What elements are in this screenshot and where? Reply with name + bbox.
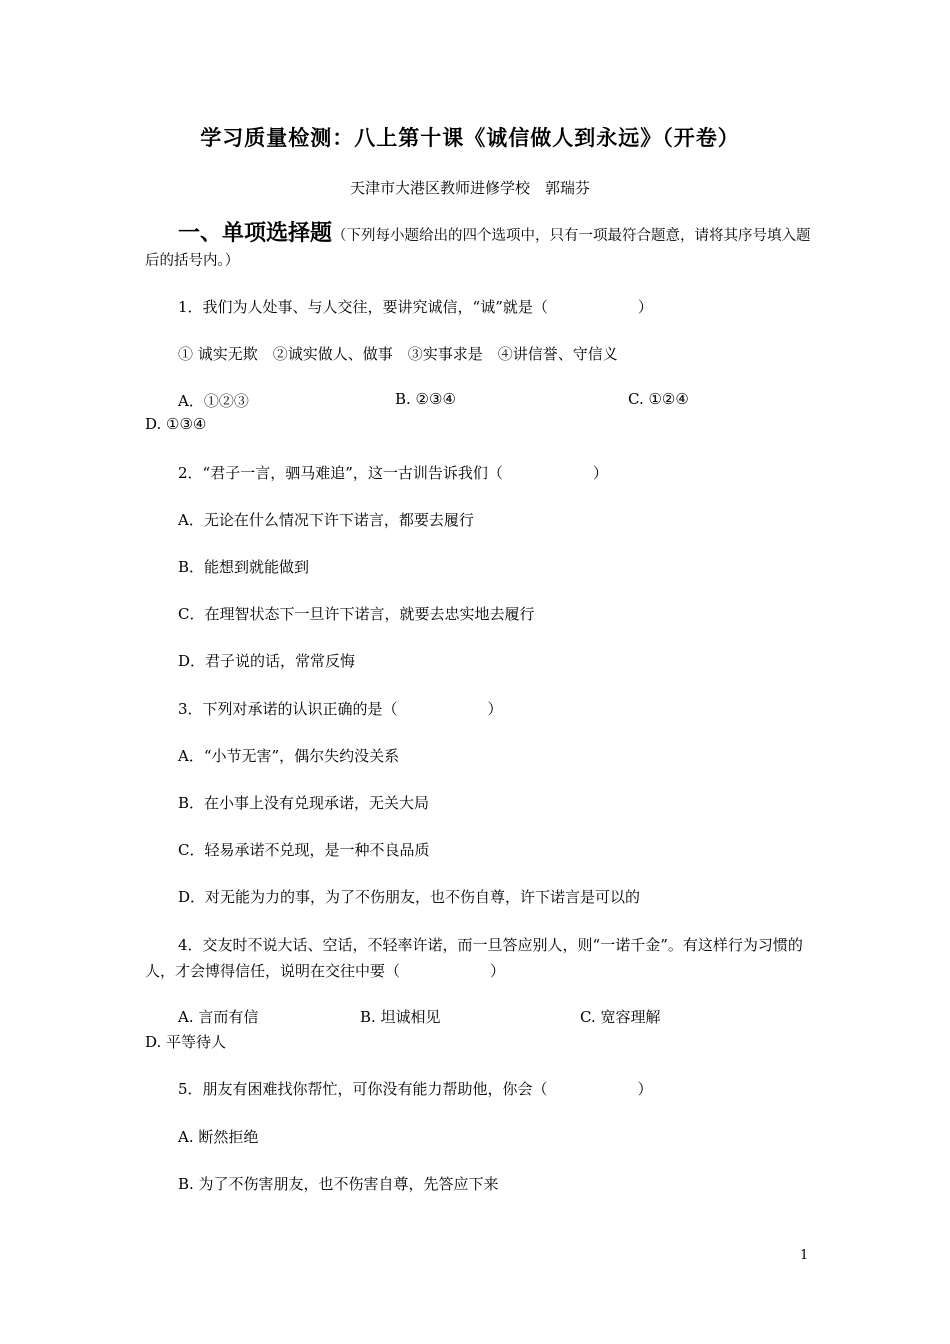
question-2-option-a: A．无论在什么情况下许下诺言，都要去履行 — [178, 511, 474, 529]
question-3-stem: 3．下列对承诺的认识正确的是（ ） — [178, 700, 503, 718]
question-4-stem: 4．交友时不说大话、空话，不轻率许诺，而一旦答应别人，则“一诺千金”。有这样行为习惯的人，才会博得信任，说明在交往中要（ ） — [145, 936, 803, 980]
question-2-option-b: B．能想到就能做到 — [178, 558, 310, 576]
question-3-option-c: C．轻易承诺不兑现，是一种不良品质 — [178, 841, 430, 859]
question-3-option-d: D．对无能为力的事，为了不伤朋友，也不伤自尊，许下诺言是可以的 — [178, 888, 641, 906]
page-number: 1 — [800, 1248, 809, 1263]
question-1-option-b: B. ②③④ — [395, 390, 456, 408]
document-title: 学习质量检测：八上第十课《诚信做人到永远》（开卷） — [200, 126, 740, 150]
question-2-option-d: D．君子说的话，常常反悔 — [178, 652, 356, 670]
document-author: 天津市大港区教师进修学校 郭瑞芬 — [349, 179, 590, 197]
section-heading: 一、单项选择题 — [178, 221, 333, 246]
question-4-option-a: A. 言而有信 — [178, 1008, 259, 1026]
question-1-option-a: A．①②③ — [178, 392, 249, 410]
question-1-option-c: C. ①②④ — [628, 390, 689, 408]
question-3-option-b: B．在小事上没有兑现承诺，无关大局 — [178, 794, 430, 812]
question-1-stem: 1．我们为人处事、与人交往，要讲究诚信，“诚”就是（ ） — [178, 298, 653, 316]
question-2-stem: 2．“君子一言，驷马难追”，这一古训告诉我们（ ） — [178, 464, 608, 482]
question-1-items: ① 诚实无欺 ②诚实做人、做事 ③实事求是 ④讲信誉、守信义 — [178, 345, 618, 363]
question-4-option-d: D. 平等待人 — [145, 1033, 227, 1051]
question-1-option-d: D. ①③④ — [145, 415, 207, 433]
question-2-option-c: C．在理智状态下一旦许下诺言，就要去忠实地去履行 — [178, 605, 535, 623]
question-3-option-a: A．“小节无害”，偶尔失约没关系 — [178, 747, 400, 765]
question-4-option-b: B. 坦诚相见 — [360, 1008, 441, 1026]
question-5-option-a: A. 断然拒绝 — [178, 1128, 259, 1146]
section-instruction: （下列每小题给出的四个选项中，只有一项最符合题意，请将其序号填入题后的括号内。） — [145, 228, 811, 269]
section-header — [145, 222, 815, 273]
question-4-option-c: C. 宽容理解 — [580, 1008, 661, 1026]
question-5-option-b: B. 为了不伤害朋友，也不伤害自尊，先答应下来 — [178, 1175, 499, 1193]
question-5-stem: 5．朋友有困难找你帮忙，可你没有能力帮助他，你会（ ） — [178, 1080, 653, 1098]
